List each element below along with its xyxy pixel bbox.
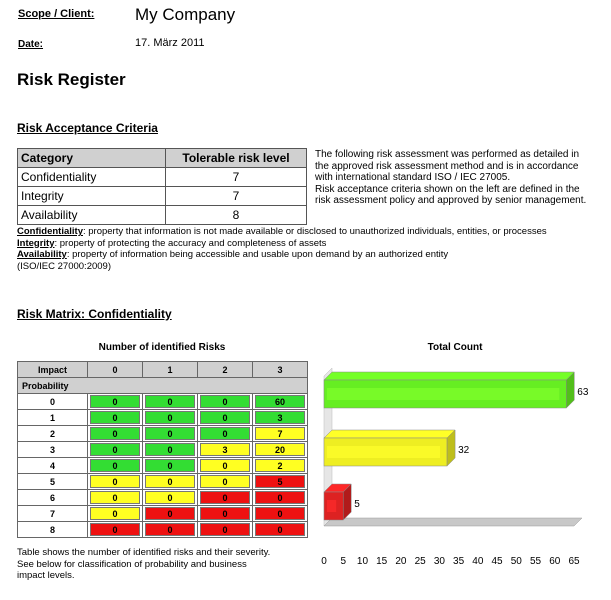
risk-count-value: 3: [200, 443, 250, 456]
probability-level: 5: [18, 474, 88, 490]
probability-level: 1: [18, 410, 88, 426]
level-cell: 7: [166, 187, 307, 206]
risk-count-value: 0: [200, 491, 250, 504]
x-tick-label: 5: [340, 556, 347, 567]
impact-level: 0: [88, 362, 143, 378]
risk-count-cell: [88, 410, 143, 426]
description-line: risk assessment policy and approved by senior management.: [315, 195, 587, 206]
risk-count-cell: [143, 522, 198, 538]
risk-count-cell: [253, 442, 308, 458]
description-line: The following risk assessment was performed as detailed in: [315, 149, 580, 160]
risk-count-value: 0: [90, 507, 140, 520]
risk-count-value: 0: [90, 491, 140, 504]
category-cell: Confidentiality: [18, 168, 166, 187]
risk-count-value: 0: [145, 411, 195, 424]
table-row: [18, 442, 308, 458]
table-row: [18, 426, 308, 442]
risk-count-cell: [253, 506, 308, 522]
impact-level: 3: [253, 362, 308, 378]
x-tick-label: 40: [472, 556, 484, 567]
risk-count-value: 0: [200, 395, 250, 408]
risk-count-cell: [88, 394, 143, 410]
risk-count-value: 20: [255, 443, 305, 456]
column-header: Tolerable risk level: [166, 149, 307, 168]
risk-count-cell: [198, 522, 253, 538]
x-tick-label: 65: [568, 556, 580, 567]
risk-count-value: 0: [90, 475, 140, 488]
probability-level: 8: [18, 522, 88, 538]
probability-level: 2: [18, 426, 88, 442]
table-row: [18, 187, 307, 206]
total-count-chart: [312, 358, 608, 570]
level-cell: 7: [166, 168, 307, 187]
risk-count-cell: [143, 410, 198, 426]
matrix-title: Number of identified Risks: [98, 342, 226, 353]
probability-level: 3: [18, 442, 88, 458]
table-row: [18, 506, 308, 522]
table-row: [18, 474, 308, 490]
risk-count-value: 0: [200, 459, 250, 472]
x-tick-label: 55: [529, 556, 542, 567]
risk-count-cell: [198, 394, 253, 410]
risk-count-cell: [88, 426, 143, 442]
risk-count-value: 0: [145, 427, 195, 440]
acceptance-header-row: [18, 149, 307, 168]
matrix-note: [17, 547, 312, 582]
risk-count-cell: [253, 474, 308, 490]
description-line: the approved risk assessment method and is in accordance: [315, 160, 579, 172]
risk-count-value: 0: [90, 411, 140, 424]
date-value: 17. März 2011: [135, 37, 205, 49]
risk-count-value: 7: [255, 427, 305, 440]
bar-highlight: [327, 388, 559, 400]
probability-header-row: [18, 378, 308, 394]
definition-term: Availability: [17, 249, 67, 260]
risk-count-cell: [198, 410, 253, 426]
risk-count-cell: [253, 490, 308, 506]
risk-count-cell: [198, 474, 253, 490]
acceptance-heading: Risk Acceptance Criteria: [17, 121, 158, 135]
bar-highlight: [327, 500, 336, 512]
risk-count-cell: [198, 426, 253, 442]
risk-count-cell: [253, 426, 308, 442]
bar-value-label: 32: [458, 445, 470, 456]
note-line: Table shows the number of identified risks and their severity.: [17, 547, 271, 558]
column-header: Category: [18, 149, 166, 168]
table-row: [18, 490, 308, 506]
risk-count-value: 0: [200, 427, 250, 440]
probability-level: 0: [18, 394, 88, 410]
description-line: with international standard ISO / IEC 27005.: [315, 172, 511, 183]
table-row: [18, 522, 308, 538]
risk-count-value: 0: [145, 395, 195, 408]
category-cell: Integrity: [18, 187, 166, 206]
definition-confidentiality: [17, 226, 611, 238]
chart-title: Total Count: [427, 342, 483, 353]
acceptance-table: [17, 148, 307, 225]
risk-count-value: 0: [200, 507, 250, 520]
chart-floor: [324, 518, 582, 526]
table-row: [18, 206, 307, 225]
definition-integrity: [17, 238, 611, 250]
page-title: Risk Register: [17, 70, 126, 89]
risk-count-value: 0: [145, 491, 195, 504]
risk-count-value: 0: [145, 507, 195, 520]
table-row: [18, 394, 308, 410]
x-tick-label: 15: [376, 556, 388, 567]
x-tick-label: 25: [414, 556, 426, 567]
risk-count-value: 0: [145, 443, 195, 456]
risk-count-value: 0: [145, 459, 195, 472]
scope-value: My Company: [135, 5, 236, 24]
risk-count-value: 0: [145, 523, 195, 536]
x-tick-label: 50: [510, 556, 522, 567]
risk-count-value: 0: [90, 523, 140, 536]
risk-count-cell: [143, 426, 198, 442]
risk-count-cell: [198, 458, 253, 474]
risk-count-cell: [143, 490, 198, 506]
definition-text: : property of protecting the accuracy and completeness of assets: [54, 237, 327, 249]
risk-count-cell: [253, 394, 308, 410]
risk-count-cell: [198, 506, 253, 522]
risk-count-value: 0: [255, 491, 305, 504]
risk-count-value: 0: [200, 523, 250, 536]
risk-count-cell: [143, 458, 198, 474]
risk-count-value: 3: [255, 411, 305, 424]
date-label: Date:: [18, 39, 44, 50]
impact-header-row: [18, 362, 308, 378]
risk-count-cell: [198, 442, 253, 458]
impact-label: Impact: [18, 362, 88, 378]
risk-count-cell: [198, 490, 253, 506]
bar-highlight: [327, 446, 440, 458]
risk-count-value: 0: [90, 443, 140, 456]
risk-count-value: 60: [255, 395, 305, 408]
bar-top-face: [324, 430, 455, 438]
risk-count-cell: [88, 458, 143, 474]
risk-count-cell: [253, 410, 308, 426]
probability-level: 4: [18, 458, 88, 474]
risk-count-cell: [253, 458, 308, 474]
x-tick-label: 45: [491, 556, 503, 567]
definition-source: (ISO/IEC 27000:2009): [17, 260, 111, 272]
x-tick-label: 0: [321, 556, 327, 567]
risk-count-value: 5: [255, 475, 305, 488]
definition-text: : property of information being accessible and usable upon demand by an authorized entity: [66, 249, 449, 260]
level-cell: 8: [166, 206, 307, 225]
x-tick-label: 10: [356, 556, 369, 567]
matrix-heading: Risk Matrix: Confidentiality: [17, 307, 172, 321]
table-row: [18, 168, 307, 187]
category-cell: Availability: [18, 206, 166, 225]
risk-count-value: 0: [145, 475, 195, 488]
x-tick-label: 60: [549, 556, 561, 567]
risk-count-cell: [143, 474, 198, 490]
risk-count-cell: [253, 522, 308, 538]
bar-value-label: 63: [577, 387, 589, 398]
definition-term: Integrity: [17, 237, 55, 249]
risk-count-value: 2: [255, 459, 305, 472]
bar-top-face: [324, 372, 574, 380]
definitions: [17, 226, 611, 272]
description-line: Risk acceptance criteria shown on the left are defined in the: [315, 183, 580, 195]
risk-count-value: 0: [90, 427, 140, 440]
risk-count-cell: [143, 442, 198, 458]
bar-value-label: 5: [354, 499, 360, 510]
risk-matrix-table: [17, 361, 308, 538]
risk-count-cell: [88, 522, 143, 538]
acceptance-description: [315, 149, 605, 207]
probability-label: Probability: [18, 378, 308, 394]
probability-level: 6: [18, 490, 88, 506]
definition-text: : property that information is not made available or disclosed to unauthorized individuals, entities, or processes: [82, 226, 547, 237]
table-row: [18, 458, 308, 474]
risk-count-value: 0: [255, 523, 305, 536]
risk-count-cell: [143, 394, 198, 410]
risk-count-cell: [88, 506, 143, 522]
note-line: See below for classification of probability and business: [17, 558, 247, 570]
definition-term: Confidentiality: [17, 226, 83, 237]
risk-count-cell: [88, 474, 143, 490]
scope-label: Scope / Client:: [18, 8, 95, 20]
risk-count-cell: [88, 490, 143, 506]
risk-count-cell: [88, 442, 143, 458]
risk-count-value: 0: [200, 475, 250, 488]
definition-availability: [17, 249, 611, 261]
table-row: [18, 410, 308, 426]
risk-count-value: 0: [90, 395, 140, 408]
risk-count-value: 0: [200, 411, 250, 424]
note-line: impact levels.: [17, 570, 75, 581]
probability-level: 7: [18, 506, 88, 522]
x-tick-label: 35: [453, 556, 465, 567]
risk-count-value: 0: [90, 459, 140, 472]
x-tick-label: 30: [433, 556, 445, 567]
risk-count-value: 0: [255, 507, 305, 520]
x-tick-label: 20: [395, 556, 407, 567]
risk-count-cell: [143, 506, 198, 522]
impact-level: 2: [198, 362, 253, 378]
impact-level: 1: [143, 362, 198, 378]
